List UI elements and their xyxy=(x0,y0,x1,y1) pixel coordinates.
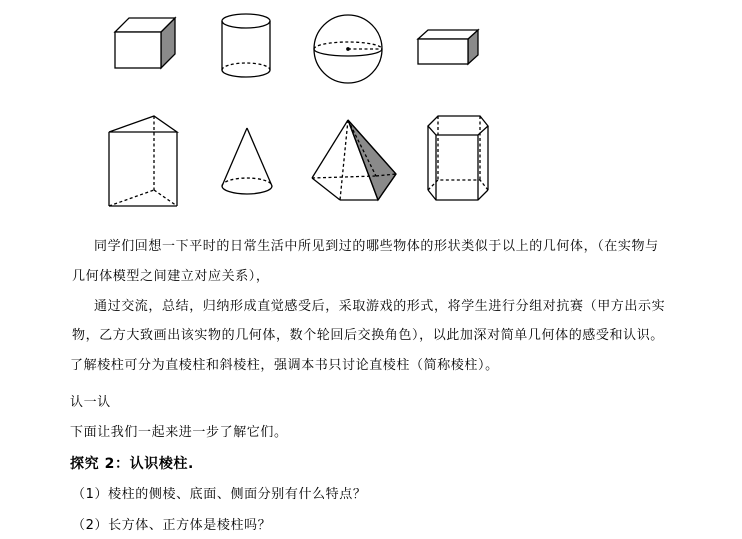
cuboid-figure xyxy=(414,26,484,68)
triangular-prism-figure xyxy=(102,110,184,212)
section-title: 探究 2：认识棱柱. xyxy=(70,456,194,472)
hexagonal-prism-figure xyxy=(422,110,494,206)
paragraph-prism-types: 了解棱柱可分为直棱柱和斜棱柱，强调本书只讨论直棱柱（简称棱柱）。 xyxy=(70,358,499,373)
paragraph-identify: 认一认 xyxy=(70,395,111,410)
paragraph-game-line2: 物，乙方大致画出该实物的几何体，数个轮回后交换角色），以此加深对简单几何体的感受和认识。 xyxy=(72,328,664,343)
sphere-figure xyxy=(310,12,390,88)
paragraph-recall-line2: 几何体模型之间建立对应关系）， xyxy=(72,269,270,284)
paragraph-recall-line1: 同学们回想一下平时的日常生活中所见到过的哪些物体的形状类似于以上的几何体，（在实物与 xyxy=(94,239,659,254)
paragraph-game-line1: 通过交流，总结，归纳形成直觉感受后，采取游戏的形式，将学生进行分组对抗赛（甲方出示实 xyxy=(94,299,666,314)
square-pyramid-figure xyxy=(306,114,410,210)
cylinder-figure xyxy=(216,12,282,80)
paragraph-intro: 下面让我们一起来进一步了解它们。 xyxy=(70,425,288,440)
question-2: （2）长方体、正方体是棱柱吗？ xyxy=(72,518,272,533)
cone-figure xyxy=(216,124,282,204)
cube-figure xyxy=(108,14,184,70)
question-1: （1）棱柱的侧棱、底面、侧面分别有什么特点？ xyxy=(72,487,367,502)
